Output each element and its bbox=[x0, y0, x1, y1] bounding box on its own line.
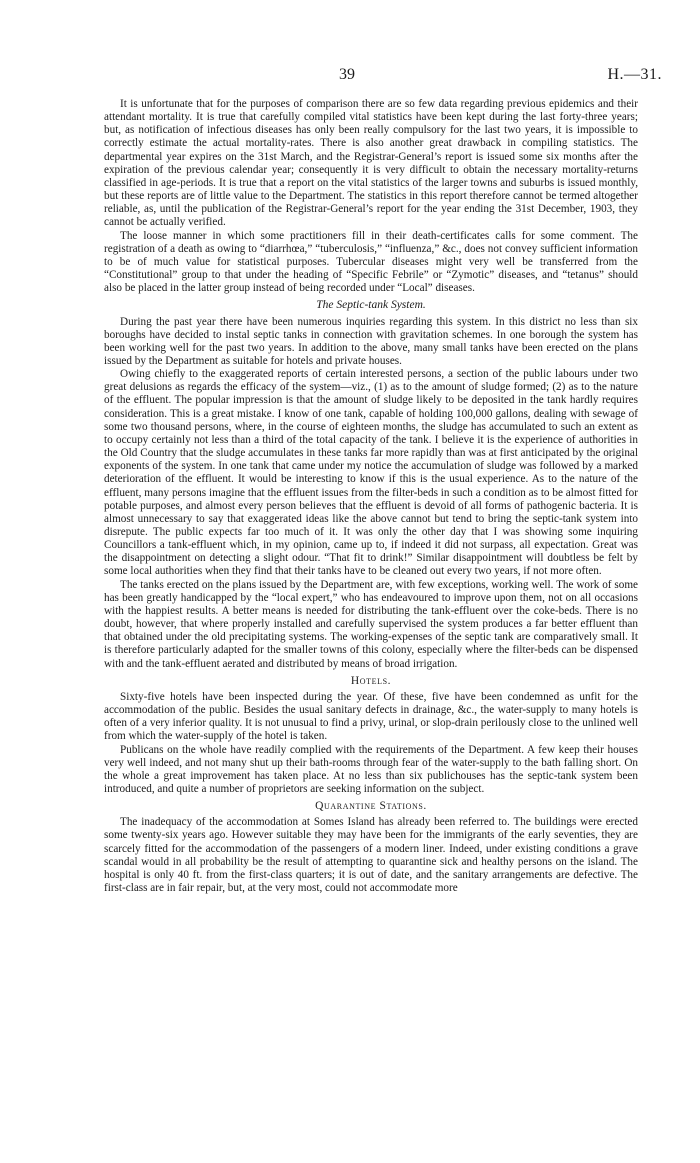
section-vital-statistics bbox=[104, 98, 638, 295]
paragraph: It is unfortunate that for the purposes of comparison there are so few data regarding previous epidemics and their attendant mortality. It is true that carefully compiled vital statistics have been kept during the last forty-three years; but, as notification of infectious diseases has only been really compulsory for the last two years, it is impossible to correctly estimate the actual mortality-rates. There is also another great drawback in compiling statistics. The departmental year expires on the 31st March, and the Registrar-General’s report is issued some six months after the expiration of the previous calendar year; consequently it is very difficult to obtain the necessary mortality-returns classified in age-periods. It is true that a report on the vital statistics of the larger towns and suburbs is issued monthly, but these reports are of little value to the Department. The statistics in this report therefore cannot be termed altogether reliable, as, until the publication of the Registrar-General’s report for the year ending the 31st December, 1903, they cannot be actually verified. bbox=[104, 98, 638, 229]
section-heading: Quarantine Stations. bbox=[315, 800, 427, 813]
document-reference: H.—31. bbox=[607, 66, 662, 83]
paragraph: During the past year there have been numerous inquiries regarding this system. In this district no less than six boroughs have decided to instal septic tanks in connection with gravitation schemes. In one borough the system has been working well for the past two years. In addition to the above, many small tanks have been erected on the plans issued by the Department as suitable for hotels and private houses. bbox=[104, 315, 638, 367]
paragraph: The loose manner in which some practitioners fill in their death-certificates calls for some comment. The registration of a death as owing to “diarrhœa,” “tuberculosis,” “influenza,” &c., does not convey sufficient information to be of much value for statistical purposes. Tubercular diseases might very well be transferred from the “Constitutional” group to that under the heading of “Specific Febrile” or “Zymotic” diseases, and “tetanus” should also be placed in the latter group instead of being recorded under “Local” diseases. bbox=[104, 229, 638, 295]
page-header bbox=[0, 66, 700, 88]
paragraph: Publicans on the whole have readily complied with the requirements of the Department. A few keep their houses very well indeed, and not many shut up their bath-rooms through fear of the water-supply to the bath falling short. On the whole a great improvement has taken place. At no less than six publichouses has the septic-tank system been introduced, and quite a number of proprietors are seeking information on the subject. bbox=[104, 743, 638, 795]
paragraph: The tanks erected on the plans issued by the Department are, with few exceptions, working well. The work of some has been greatly handicapped by the “local expert,” who has endeavoured to improve upon them, not on all occasions with the happiest results. A better means is needed for distributing the tank-effluent over the coke-beds. There is no doubt, however, that where properly installed and carefully supervised the system produces a far better effluent than that obtained under the old precipitating systems. The working-expenses of the septic tank are comparatively small. It is therefore particularly adapted for the smaller towns of this colony, especially where the filter-beds can be dispensed with and the tank-effluent aerated and distributed by means of broad irrigation. bbox=[104, 578, 638, 670]
paragraph: The inadequacy of the accommodation at Somes Island has already been referred to. The buildings were erected some twenty-six years ago. However suitable they may have been for the immigrants of the early seventies, they are scarcely fitted for the accommodation of the passengers of a modern liner. Indeed, under existing conditions a grave scandal would in all probability be the result of attempting to quarantine sick and healthy persons on the island. The hospital is only 40 ft. from the first-class quarters; it is out of date, and the sanitary arrangements are defective. The first-class are in fair repair, but, at the very most, could not accommodate more bbox=[104, 816, 638, 895]
paragraph: Sixty-five hotels have been inspected during the year. Of these, five have been condemned as unfit for the accommodation of the public. Besides the usual sanitary defects in drainage, &c., the water-supply to many hotels is often of a very inferior quality. It is not unusual to find a privy, urinal, or slop-drain perilously close to the unlined well from which the water-supply of the hotel is taken. bbox=[104, 690, 638, 743]
section-hotels bbox=[104, 675, 638, 796]
section-heading: Hotels. bbox=[350, 674, 392, 687]
page-number: 39 bbox=[339, 66, 355, 83]
section-heading: The Septic-tank System. bbox=[316, 299, 426, 312]
section-septic-tank bbox=[104, 299, 638, 670]
document-body bbox=[104, 98, 638, 895]
section-quarantine-stations bbox=[104, 800, 638, 895]
paragraph: Owing chiefly to the exaggerated reports of certain interested persons, a section of the public labours under two great delusions as regards the efficacy of the system—viz., (1) as to the amount of sludge formed; (2) as to the nature of the effluent. The popular impression is that the amount of sludge likely to be deposited in the tank hardly requires consideration. This is a great mistake. I know of one tank, capable of holding 100,000 gallons, dealing with sewage of some two thousand persons, where, in the course of eighteen months, the sludge has accumulated to such an extent as to occupy certainly not less than a third of the total capacity of the tank. I believe it is the experience of authorities in the Old Country that the sludge accumulates in these tanks far more rapidly than was at first anticipated by the original exponents of the system. In one tank that came under my notice the accumulation of sludge was followed by a marked deterioration of the effluent. It would be interesting to know if this is the usual experience. As to the nature of the effluent, many persons imagine that the effluent issues from the filter-beds in such a condition as to be almost fitted for potable purposes, and almost every person believes that the effluent is devoid of all forms of pathogenic bacteria. It is almost unnecessary to say that exaggerated ideas like the above cannot but tend to bring the septic-tank system into disrepute. The public expects far too much of it. It was only the other day that I was showing some inquiring Councillors a tank-effluent which, in my opinion, came up to, if indeed it did not surpass, all expectation. Great was the disappointment on detecting a slight odour. “That fit to drink!” Similar disappointment will doubtless be felt by some local authorities when they find that their tanks have to be cleaned out every two years, if not more often. bbox=[104, 368, 638, 578]
